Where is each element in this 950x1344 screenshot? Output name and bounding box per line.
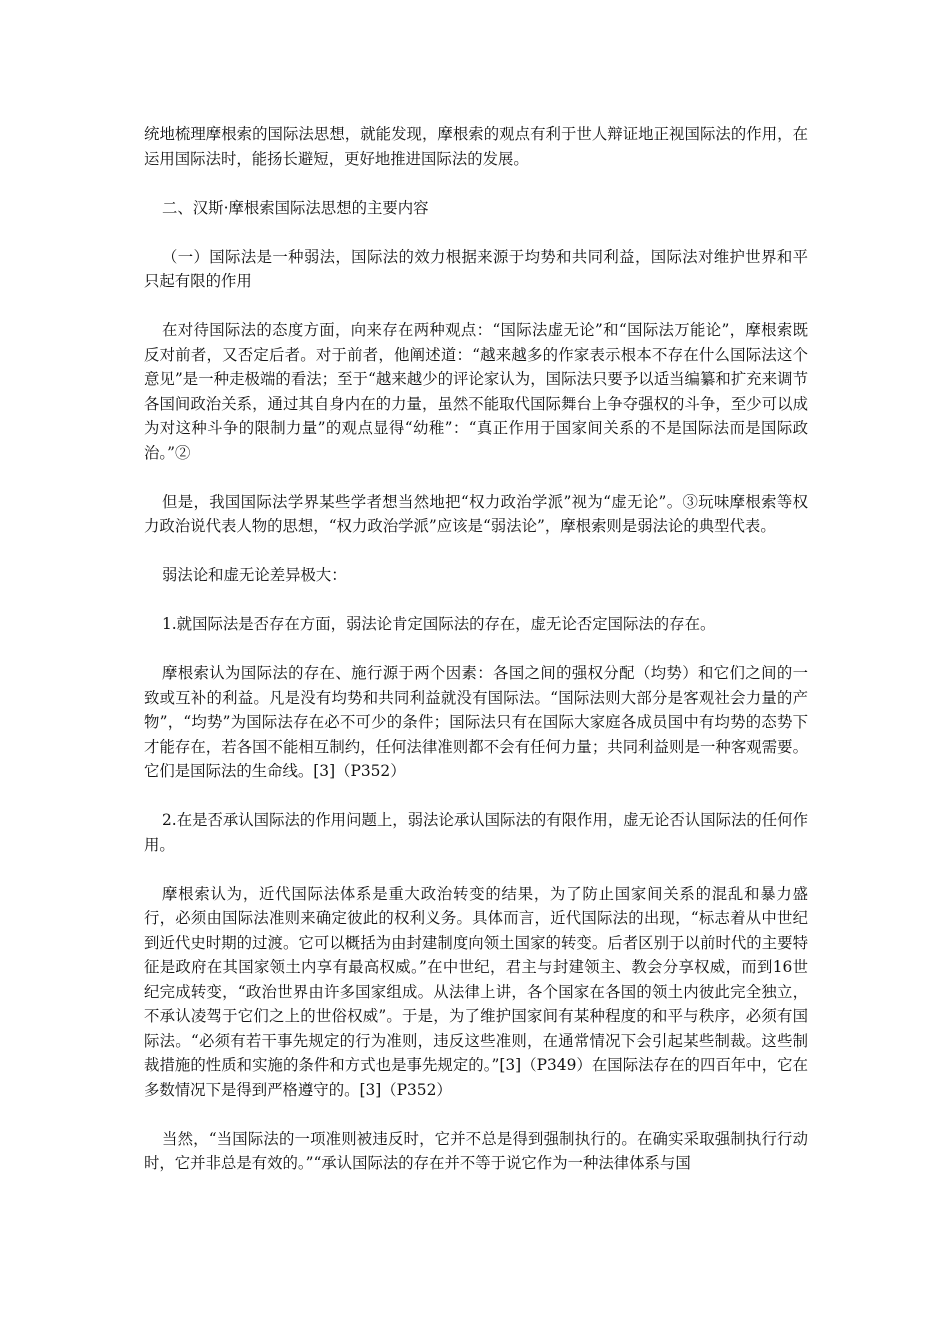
document-body (144, 122, 808, 1200)
paragraph: 摩根索认为，近代国际法体系是重大政治转变的结果，为了防止国家间关系的混乱和暴力盛行，必须由国际法准则来确定彼此的权利义务。具体而言，近代国际法的出现，“标志着从中世纪到近代史时期的过渡。它可以概括为由封建制度向领土国家的转变。后者区别于以前时代的主要特征是政府在其国家领土内享有最高权威。”在中世纪，君主与封建领主、教会分享权威，而到16世纪完成转变，“政治世界由许多国家组成。从法律上讲，各个国家在各国的领土内彼此完全独立，不承认凌驾于它们之上的世俗权威”。于是，为了维护国家间有某种程度的和平与秩序，必须有国际法。“必须有若干事先规定的行为准则，违反这些准则，在通常情况下会引起某些制裁。这些制裁措施的性质和实施的条件和方式也是事先规定的。”[3]（P349）在国际法存在的四百年中，它在多数情况下是得到严格遵守的。[3]（P352） (144, 884, 808, 1099)
subsection-heading: （一）国际法是一种弱法，国际法的效力根据来源于均势和共同利益，国际法对维护世界和平只起有限的作用 (144, 247, 808, 290)
numbered-point: 2.在是否承认国际法的作用问题上，弱法论承认国际法的有限作用，虚无论否认国际法的任何作用。 (144, 811, 808, 854)
paragraph: 但是，我国国际法学界某些学者想当然地把“权力政治学派”视为“虚无论”。③玩味摩根索等权力政治说代表人物的思想，“权力政治学派”应该是“弱法论”，摩根索则是弱法论的典型代表。 (144, 492, 808, 535)
paragraph: 在对待国际法的态度方面，向来存在两种观点：“国际法虚无论”和“国际法万能论”，摩根索既反对前者，又否定后者。对于前者，他阐述道：“越来越多的作家表示根本不存在什么国际法这个意见”是一种走极端的看法；至于“越来越少的评论家认为，国际法只要予以适当编纂和扩充来调节各国间政治关系，通过其自身内在的力量，虽然不能取代国际舞台上争夺强权的斗争，至少可以成为对这种斗争的限制力量”的观点显得“幼稚”：“真正作用于国家间关系的不是国际法而是国际政治。”② (144, 321, 808, 462)
section-heading: 二、汉斯·摩根索国际法思想的主要内容 (162, 198, 429, 217)
numbered-point: 1.就国际法是否存在方面，弱法论肯定国际法的存在，虚无论否定国际法的存在。 (162, 615, 716, 633)
paragraph-continuation: 统地梳理摩根索的国际法思想，就能发现，摩根索的观点有利于世人辩证地正视国际法的作用，在运用国际法时，能扬长避短，更好地推进国际法的发展。 (144, 125, 808, 168)
paragraph: 弱法论和虚无论差异极大： (162, 566, 347, 584)
paragraph: 当然，“当国际法的一项准则被违反时，它并不总是得到强制执行的。在确实采取强制执行行动时，它并非总是有效的。”“承认国际法的存在并不等于说它作为一种法律体系与国 (144, 1129, 808, 1172)
paragraph: 摩根索认为国际法的存在、施行源于两个因素：各国之间的强权分配（均势）和它们之间的一致或互补的利益。凡是没有均势和共同利益就没有国际法。“国际法则大部分是客观社会力量的产物”，“均势”为国际法存在必不可少的条件；国际法只有在国际大家庭各成员国中有均势的态势下才能存在，若各国不能相互制约，任何法律准则都不会有任何力量；共同利益则是一种客观需要。它们是国际法的生命线。[3]（P352） (144, 664, 808, 780)
